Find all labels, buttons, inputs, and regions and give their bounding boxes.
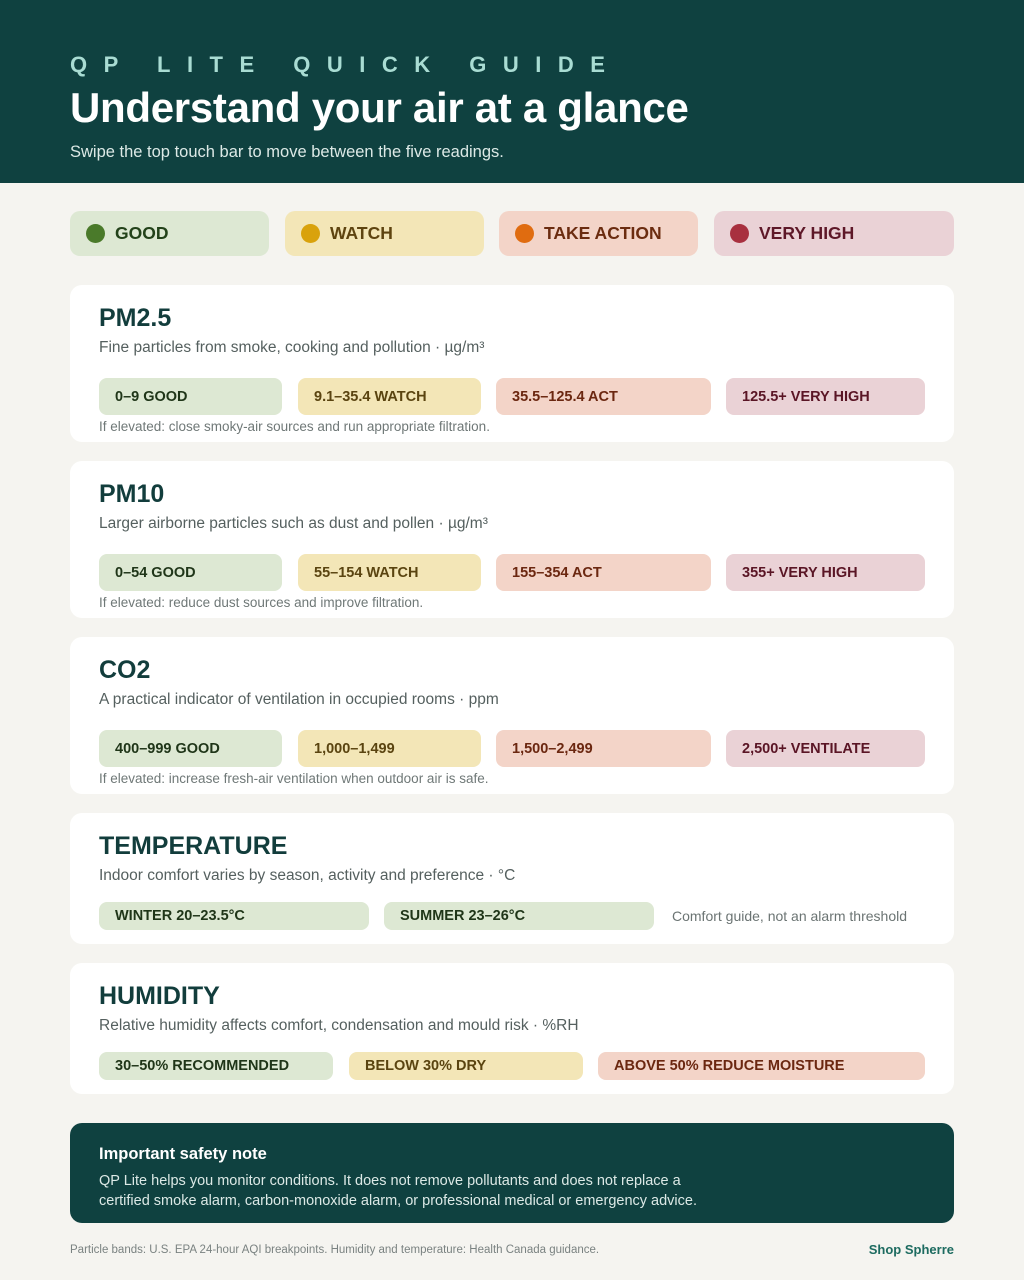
- band-chip-good: 0–54 GOOD: [99, 554, 282, 591]
- reading-note: If elevated: close smoky-air sources and run appropriate filtration.: [99, 419, 490, 434]
- brand-link[interactable]: Shop Spherre: [868, 1242, 954, 1257]
- page-subtitle: Swipe the top touch bar to move between the five readings.: [70, 143, 504, 161]
- reading-card-pm10: [70, 461, 954, 618]
- band-chip-recommended: 30–50% RECOMMENDED: [99, 1052, 333, 1080]
- reading-card-pm25: [70, 285, 954, 442]
- reading-description: Indoor comfort varies by season, activity and preference · °C: [99, 867, 516, 884]
- legend-take-action: [499, 211, 698, 256]
- legend-label: VERY HIGH: [759, 223, 855, 243]
- take-action-dot-icon: [515, 224, 534, 243]
- safety-note: [70, 1123, 954, 1223]
- band-chip-very-high: 2,500+ VENTILATE: [726, 730, 925, 767]
- eyebrow-label: QP LITE QUICK GUIDE: [70, 52, 622, 77]
- reading-title: CO2: [99, 656, 151, 684]
- band-chip-watch: 1,000–1,499: [298, 730, 481, 767]
- legend-label: WATCH: [330, 223, 393, 243]
- reading-title: HUMIDITY: [99, 982, 220, 1010]
- legend-label: TAKE ACTION: [544, 223, 662, 243]
- band-chip-good: 400–999 GOOD: [99, 730, 282, 767]
- reading-title: PM2.5: [99, 304, 172, 332]
- band-chip-very-high: 355+ VERY HIGH: [726, 554, 925, 591]
- reading-card-temperature: [70, 813, 954, 944]
- good-dot-icon: [86, 224, 105, 243]
- footer-sources: Particle bands: U.S. EPA 24-hour AQI breakpoints. Humidity and temperature: Health Canada guidance.: [70, 1244, 600, 1256]
- comfort-note: Comfort guide, not an alarm threshold: [672, 908, 908, 924]
- reading-description: A practical indicator of ventilation in occupied rooms · ppm: [99, 691, 499, 708]
- band-chip-watch: 9.1–35.4 WATCH: [298, 378, 481, 415]
- reading-title: PM10: [99, 480, 165, 508]
- reading-title: TEMPERATURE: [99, 832, 288, 860]
- band-chip-act: 155–354 ACT: [496, 554, 711, 591]
- band-chip-winter: WINTER 20–23.5°C: [99, 902, 369, 930]
- legend-very-high: [714, 211, 954, 256]
- legend-good: [70, 211, 269, 256]
- band-chip-act: 1,500–2,499: [496, 730, 711, 767]
- band-chip-good: 0–9 GOOD: [99, 378, 282, 415]
- reading-note: If elevated: reduce dust sources and improve filtration.: [99, 595, 424, 610]
- reading-description: Relative humidity affects comfort, condensation and mould risk · %RH: [99, 1017, 579, 1034]
- very-high-dot-icon: [730, 224, 749, 243]
- safety-title: Important safety note: [99, 1145, 267, 1163]
- page-title: Understand your air at a glance: [70, 84, 689, 131]
- legend-watch: [285, 211, 484, 256]
- reading-card-humidity: [70, 963, 954, 1094]
- band-chip-watch: 55–154 WATCH: [298, 554, 481, 591]
- reading-description: Larger airborne particles such as dust and pollen · µg/m³: [99, 515, 488, 532]
- header-banner: [0, 0, 1024, 183]
- band-chip-very-high: 125.5+ VERY HIGH: [726, 378, 925, 415]
- band-chip-dry: BELOW 30% DRY: [349, 1052, 583, 1080]
- band-chip-summer: SUMMER 23–26°C: [384, 902, 654, 930]
- legend-label: GOOD: [115, 223, 169, 243]
- watch-dot-icon: [301, 224, 320, 243]
- reading-card-co2: [70, 637, 954, 794]
- reading-description: Fine particles from smoke, cooking and pollution · µg/m³: [99, 339, 485, 356]
- band-chip-act: 35.5–125.4 ACT: [496, 378, 711, 415]
- reading-note: If elevated: increase fresh-air ventilation when outdoor air is safe.: [99, 771, 489, 786]
- band-chip-reduce-moisture: ABOVE 50% REDUCE MOISTURE: [598, 1052, 925, 1080]
- safety-body: QP Lite helps you monitor conditions. It does not remove pollutants and does not replace a certified smoke alarm, carbon-monoxide alarm, or professional medical or emergency advice.: [99, 1173, 697, 1209]
